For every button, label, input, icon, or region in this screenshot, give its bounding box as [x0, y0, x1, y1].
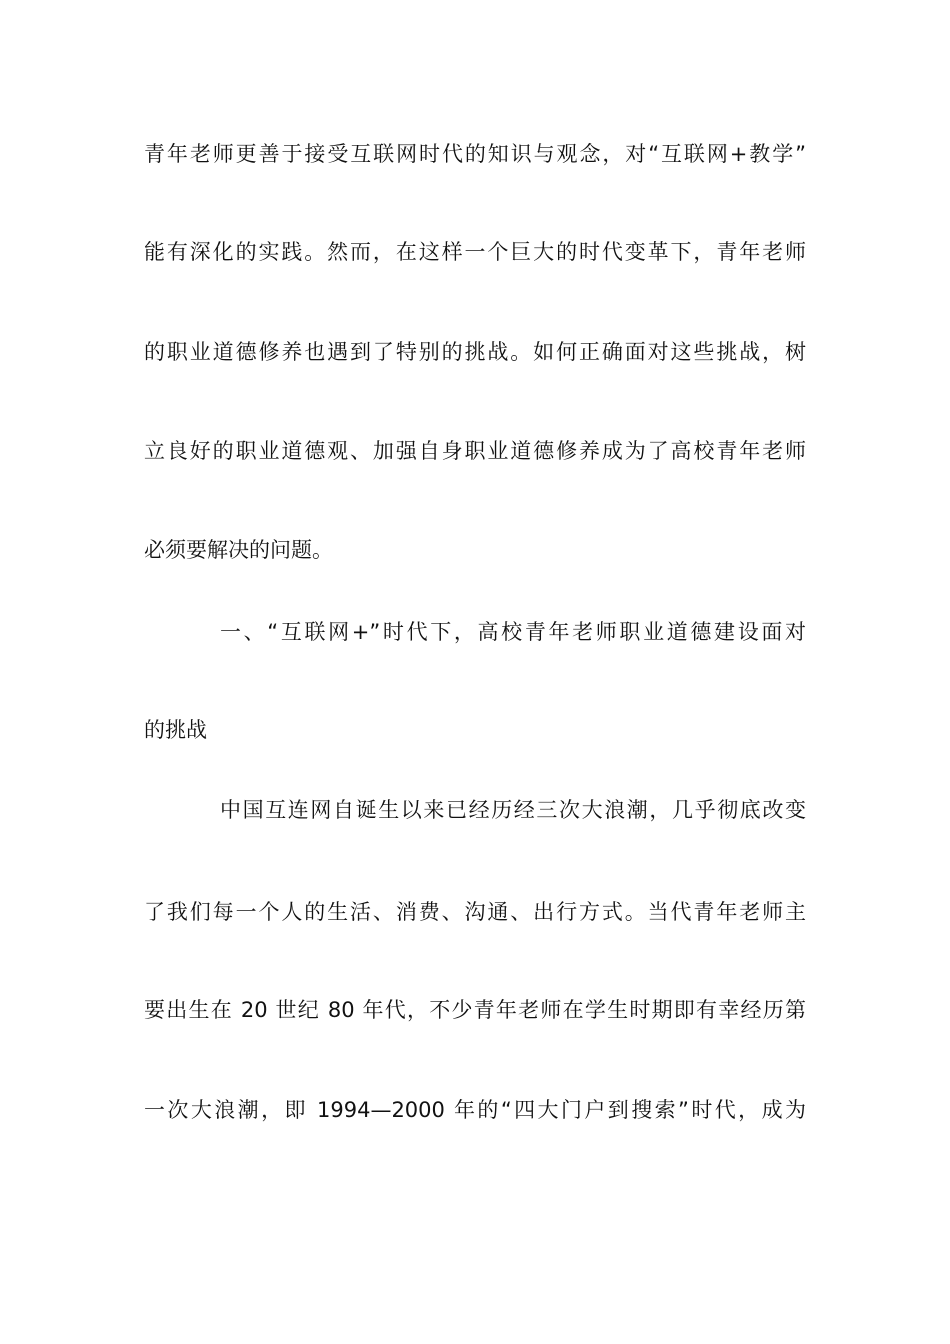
paragraph-line: 中国互连网自诞生以来已经历经三次大浪潮，几乎彻底改变 — [220, 798, 806, 822]
paragraph-line: 要出生在 20 世纪 80 年代，不少青年老师在学生时期即有幸经历第 — [144, 998, 806, 1022]
section-heading-line: 一、“互联网+”时代下，高校青年老师职业道德建设面对 — [220, 620, 806, 644]
paragraph-line: 青年老师更善于接受互联网时代的知识与观念，对“互联网+教学” — [144, 142, 806, 166]
paragraph-line: 必须要解决的问题。 — [144, 538, 333, 562]
paragraph-line: 立良好的职业道德观、加强自身职业道德修养成为了高校青年老师 — [144, 439, 806, 463]
paragraph-line: 的职业道德修养也遇到了特别的挑战。如何正确面对这些挑战，树 — [144, 340, 806, 364]
paragraph-line: 了我们每一个人的生活、消费、沟通、出行方式。当代青年老师主 — [144, 900, 806, 924]
paragraph-line: 一次大浪潮，即 1994—2000 年的“四大门户到搜索”时代，成为 — [144, 1098, 806, 1122]
section-heading-line: 的挑战 — [144, 718, 207, 742]
paragraph-line: 能有深化的实践。然而，在这样一个巨大的时代变革下，青年老师 — [144, 240, 806, 264]
